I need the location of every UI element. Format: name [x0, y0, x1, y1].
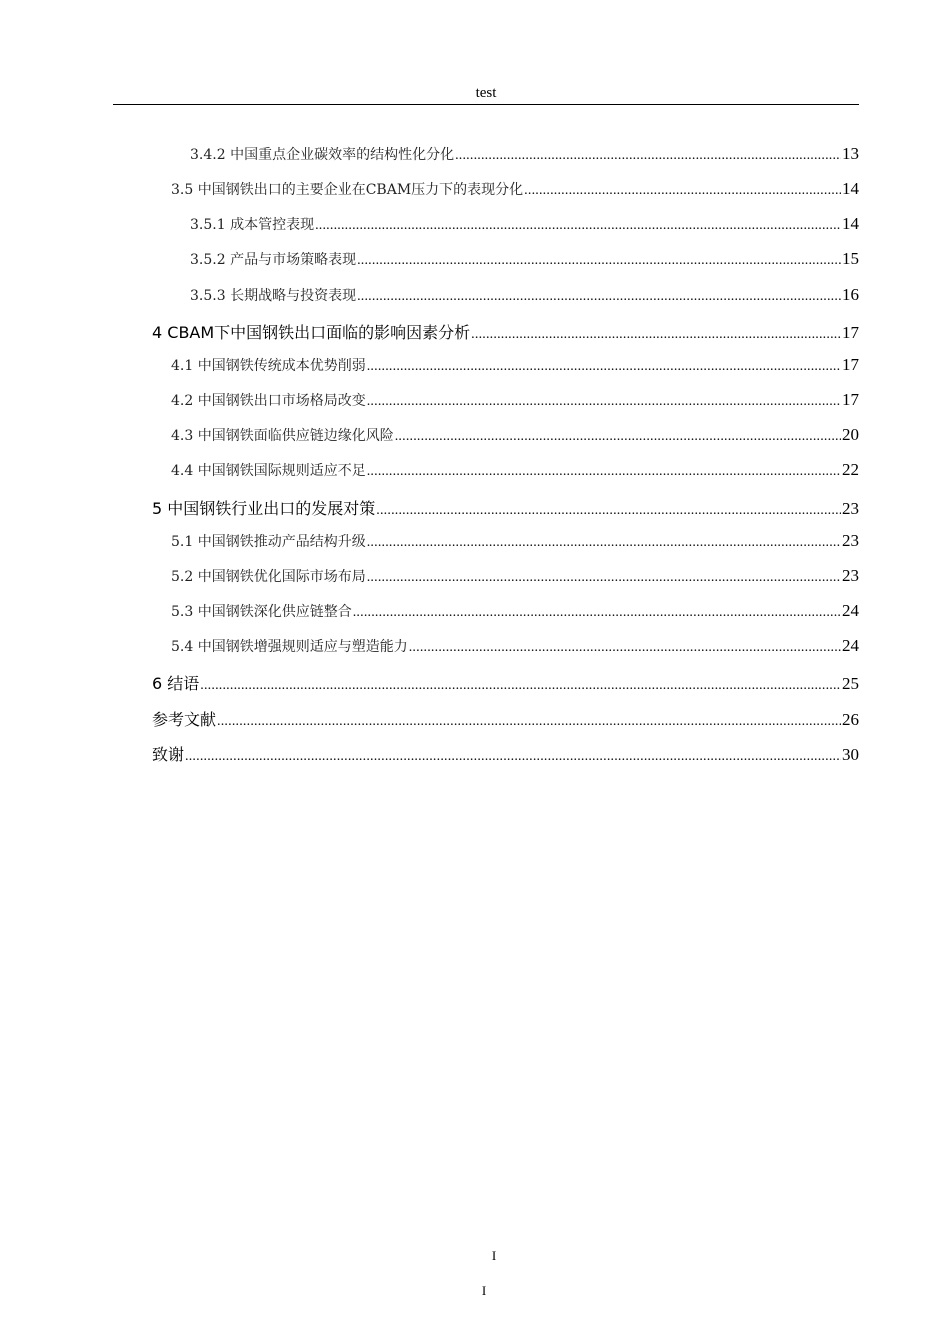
toc-entry-label: 5.3 中国钢铁深化供应链整合 — [171, 604, 352, 620]
toc-entry-page: 20 — [842, 425, 859, 444]
toc-entry[interactable] — [190, 249, 859, 273]
toc-leader-dots — [409, 640, 841, 656]
toc-leader-dots — [367, 359, 841, 375]
toc-entry[interactable] — [152, 320, 859, 344]
toc-leader-dots — [367, 464, 841, 480]
toc-entry-label: 4.4 中国钢铁国际规则适应不足 — [171, 463, 366, 479]
toc-entry-label: 3.5 中国钢铁出口的主要企业在CBAM压力下的表现分化 — [171, 182, 524, 198]
toc-entry-label: 3.5.1 成本管控表现 — [190, 217, 315, 233]
toc-entry-page: 17 — [842, 323, 859, 342]
toc-entry-page: 22 — [842, 460, 859, 479]
toc-entry-page: 30 — [842, 745, 859, 764]
toc-entry-page: 15 — [842, 249, 859, 268]
toc-entry-page: 14 — [842, 179, 859, 198]
toc-entry-label: 3.5.3 长期战略与投资表现 — [190, 288, 357, 304]
header-divider — [113, 104, 859, 105]
toc-entry-page: 17 — [842, 355, 859, 374]
toc-leader-dots — [376, 503, 841, 519]
toc-leader-dots — [455, 148, 841, 164]
toc-entry[interactable] — [171, 601, 859, 625]
toc-leader-dots — [367, 535, 841, 551]
toc-entry-label: 4.1 中国钢铁传统成本优势削弱 — [171, 358, 366, 374]
toc-entry[interactable] — [171, 179, 859, 203]
toc-leader-dots — [200, 678, 841, 694]
toc-entry-label: 5 中国钢铁行业出口的发展对策 — [152, 499, 376, 518]
toc-entry-label: 参考文献 — [152, 710, 217, 729]
toc-entry-page: 26 — [842, 710, 859, 729]
toc-entry-page: 17 — [842, 390, 859, 409]
toc-leader-dots — [217, 714, 841, 730]
toc-entry[interactable] — [152, 742, 859, 766]
page-number: I — [481, 1283, 487, 1298]
toc-entry-page: 24 — [842, 601, 859, 620]
toc-entry-label: 5.1 中国钢铁推动产品结构升级 — [171, 534, 366, 550]
toc-entry[interactable] — [171, 390, 859, 414]
toc-leader-dots — [367, 394, 841, 410]
toc-entry-label: 致谢 — [152, 745, 185, 764]
toc-entry[interactable] — [171, 355, 859, 379]
toc-leader-dots — [185, 749, 841, 765]
toc-entry-label: 6 结语 — [152, 674, 200, 693]
toc-entry-label: 3.5.2 产品与市场策略表现 — [190, 252, 357, 268]
toc-leader-dots — [367, 570, 841, 586]
toc-entry-page: 24 — [842, 636, 859, 655]
toc-entry[interactable] — [171, 425, 859, 449]
toc-leader-dots — [395, 429, 841, 445]
toc-entry-label: 5.2 中国钢铁优化国际市场布局 — [171, 569, 366, 585]
toc-entry-label: 3.4.2 中国重点企业碳效率的结构性化分化 — [190, 147, 455, 163]
toc-leader-dots — [524, 183, 841, 199]
toc-entry-page: 23 — [842, 531, 859, 550]
toc-leader-dots — [357, 253, 841, 269]
toc-entry-page: 23 — [842, 566, 859, 585]
toc-entry[interactable] — [190, 144, 859, 168]
page-header-title: test — [475, 85, 497, 101]
toc-leader-dots — [357, 289, 841, 305]
toc-entry[interactable] — [171, 636, 859, 660]
toc-leader-dots — [315, 218, 841, 234]
toc-leader-dots — [353, 605, 841, 621]
toc-entry[interactable] — [171, 566, 859, 590]
toc-entry-page: 16 — [842, 285, 859, 304]
toc-entry-page: 25 — [842, 674, 859, 693]
toc-entry-label: 4 CBAM下中国钢铁出口面临的影响因素分析 — [152, 323, 471, 342]
toc-entry[interactable] — [152, 496, 859, 520]
toc-entry[interactable] — [171, 531, 859, 555]
toc-entry-page: 14 — [842, 214, 859, 233]
toc-entry[interactable] — [171, 460, 859, 484]
toc-entry-label: 5.4 中国钢铁增强规则适应与塑造能力 — [171, 639, 408, 655]
toc-entry-label: 4.2 中国钢铁出口市场格局改变 — [171, 393, 366, 409]
toc-entry-page: 13 — [842, 144, 859, 163]
toc-entry[interactable] — [190, 285, 859, 309]
page-number: I — [491, 1248, 497, 1263]
toc-leader-dots — [471, 327, 841, 343]
toc-entry[interactable] — [152, 671, 859, 695]
toc-entry-page: 23 — [842, 499, 859, 518]
toc-entry[interactable] — [190, 214, 859, 238]
toc-entry[interactable] — [152, 707, 859, 731]
toc-entry-label: 4.3 中国钢铁面临供应链边缘化风险 — [171, 428, 394, 444]
